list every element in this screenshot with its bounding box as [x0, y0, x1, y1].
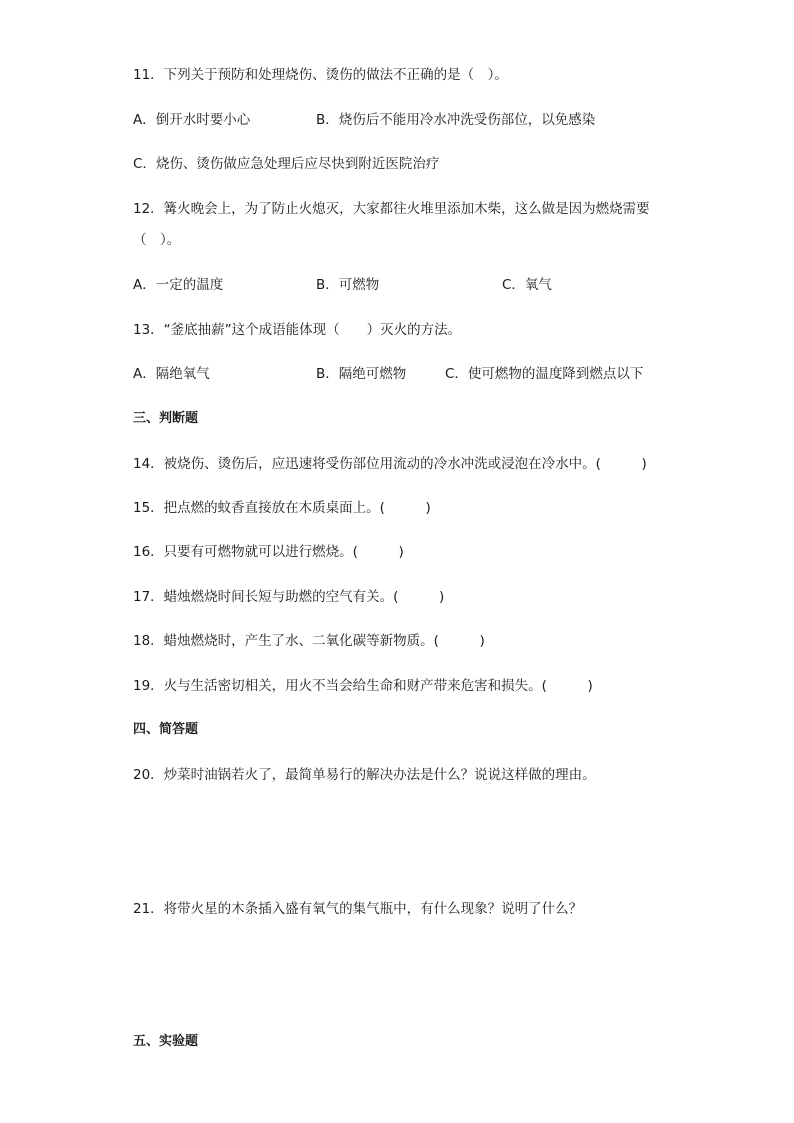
q12-option-c: C．氧气 [502, 277, 552, 293]
q11-option-a: A．倒开水时要小心 [133, 112, 251, 128]
section-4-title: 四、简答题 [133, 722, 199, 737]
q11-option-b: B．烧伤后不能用冷水冲洗受伤部位，以免感染 [316, 112, 596, 128]
q12-option-b: B．可燃物 [316, 277, 380, 293]
q12-stem-line1: 12．篝火晚会上，为了防止火熄灭，大家都往火堆里添加木柴，这么做是因为燃烧需要 [133, 201, 650, 217]
q21-stem: 21．将带火星的木条插入盛有氧气的集气瓶中，有什么现象？说明了什么？ [133, 901, 583, 917]
q13-option-b: B．隔绝可燃物 [316, 366, 407, 382]
q20-stem: 20．炒菜时油锅若火了，最简单易行的解决办法是什么？说说这样做的理由。 [133, 767, 596, 783]
q13-stem: 13．“釜底抽薪”这个成语能体现（ ）灭火的方法。 [133, 322, 462, 338]
q12-options [133, 276, 733, 294]
q12-option-a: A．一定的温度 [133, 277, 224, 293]
q13-option-c: C．使可燃物的温度降到燃点以下 [445, 366, 644, 382]
section-3-title: 三、判断题 [133, 411, 199, 426]
q11-options [133, 111, 733, 129]
q13-option-a: A．隔绝氧气 [133, 366, 210, 382]
q12-stem-line2: （ ）。 [133, 232, 181, 248]
judge-question-16: 16．只要有可燃物就可以进行燃烧。( ) [133, 544, 404, 560]
section-5-title: 五、实验题 [133, 1034, 199, 1049]
judge-question-17: 17．蜡烛燃烧时间长短与助燃的空气有关。( ) [133, 589, 445, 605]
judge-question-19: 19．火与生活密切相关，用火不当会给生命和财产带来危害和损失。( ) [133, 678, 593, 694]
judge-question-18: 18．蜡烛燃烧时，产生了水、二氧化碳等新物质。( ) [133, 633, 485, 649]
judge-question-14: 14．被烧伤、烫伤后，应迅速将受伤部位用流动的冷水冲洗或浸泡在冷水中。( ) [133, 456, 647, 472]
judge-question-15: 15．把点燃的蚊香直接放在木质桌面上。( ) [133, 500, 431, 516]
q11-stem: 11．下列关于预防和处理烧伤、烫伤的做法不正确的是（ ）。 [133, 67, 508, 83]
q13-options [133, 365, 733, 383]
q11-option-c: C．烧伤、烫伤做应急处理后应尽快到附近医院治疗 [133, 156, 440, 172]
